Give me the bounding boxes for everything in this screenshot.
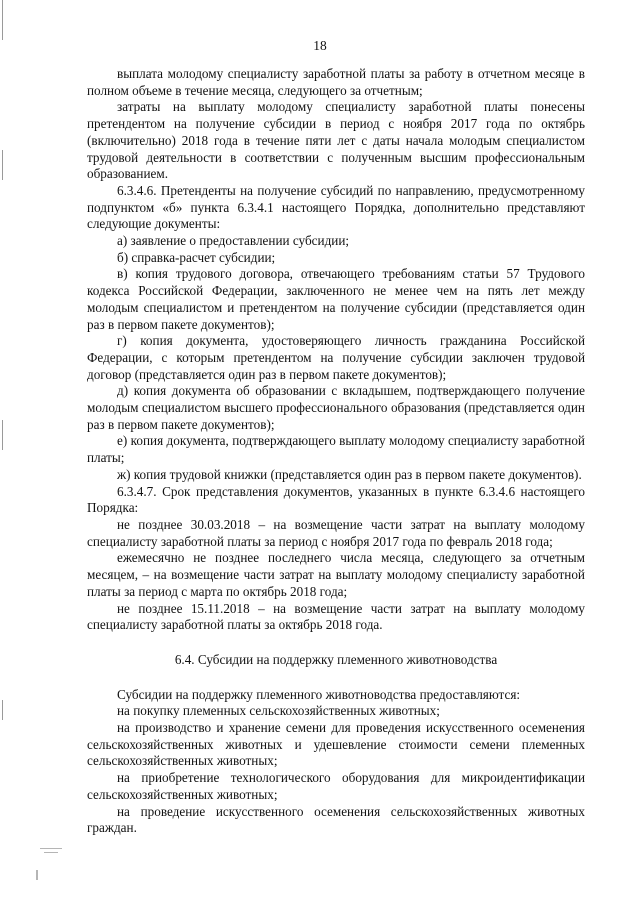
scan-edge-mark — [2, 420, 3, 450]
scan-smudge — [36, 870, 38, 880]
section-item-purchase: на покупку племенных сельскохозяйственных животных; — [117, 703, 440, 719]
section-item-equipment: на приобретение технологического оборудования для микроидентификации сельскохозяйственных животных; — [87, 770, 585, 802]
paragraph-6-3-4-7: 6.3.4.7. Срок представления документов, указанных в пункте 6.3.4.6 настоящего Порядка: — [87, 483, 585, 516]
deadline-monthly: ежемесячно не позднее последнего числа месяца, следующего за отчетным месяцем, – на возмещение части затрат на выплату молодому специалисту заработной платы за период с марта по октябрь 2018 года; — [87, 550, 585, 599]
paragraph-expenses: затраты на выплату молодому специалисту заработной платы понесены претендентом на получение субсидии в период с ноября 2017 года по октябрь (включительно) 2018 года в течение пяти лет с даты начала молодым специалистом трудовой деятельности в соответствии с полученным высшим профессиональным образованием. — [87, 99, 585, 182]
list-item-zh: ж) копия трудовой книжки (представляется один раз в первом пакете документов). — [117, 466, 582, 482]
list-item-a: а) заявление о предоставлении субсидии; — [117, 233, 350, 249]
page-number: 18 — [313, 38, 327, 53]
deadline-november: не позднее 15.11.2018 – на возмещение части затрат на выплату молодому специалисту заработной платы за октябрь 2018 года. — [87, 600, 585, 633]
deadline-march: не позднее 30.03.2018 – на возмещение части затрат на выплату молодому специалисту заработной платы за период с ноября 2017 года по февраль 2018 года; — [87, 516, 585, 549]
list-item-b: б) справка-расчет субсидии; — [117, 249, 276, 265]
section-item-semen: на производство и хранение семени для проведения искусственного осеменения сельскохозяйственных животных и удешевление стоимости семени племенных сельскохозяйственных животных; — [87, 720, 585, 769]
list-item-g: г) копия документа, удостоверяющего личность гражданина Российской Федерации, с которым претендентом на получение субсидии заключен трудовой договор (представляется один раз в первом пакете документов); — [87, 333, 585, 382]
paragraph-salary-payment: выплата молодому специалисту заработной платы за работу в отчетном месяце в полном объеме в течение месяца, следующего за отчетным; — [87, 66, 585, 98]
scan-edge-mark — [2, 150, 3, 180]
section-item-insemination: на проведение искусственного осеменения сельскохозяйственных животных граждан. — [87, 803, 585, 836]
document-body — [87, 66, 585, 837]
list-item-v: в) копия трудового договора, отвечающего требованиям статьи 57 Трудового кодекса Российской Федерации, заключенного не менее чем на пять лет между молодым специалистом и претендентом на получение субсидии (представляется один раз в первом пакете документов); — [87, 266, 585, 332]
paragraph-6-3-4-6: 6.3.4.6. Претенденты на получение субсидий по направлению, предусмотренному подпунктом «б» пункта 6.3.4.1 настоящего Порядка, дополнительно представляют следующие документы: — [87, 182, 585, 232]
scan-smudge — [44, 852, 58, 853]
scan-smudge — [40, 848, 62, 849]
list-item-e: е) копия документа, подтверждающего выплату молодому специалисту заработной платы; — [87, 433, 585, 466]
section-title: 6.4. Субсидии на поддержку племенного животноводства — [174, 651, 498, 667]
scan-edge-mark — [2, 700, 3, 720]
list-item-d: д) копия документа об образовании с вкладышем, подтверждающего получение молодым специалистом высшего профессионального образования (представляется один раз в первом пакете документов); — [87, 383, 585, 432]
scan-edge-mark — [2, 0, 3, 40]
section-intro: Субсидии на поддержку племенного животноводства предоставляются: — [117, 686, 521, 702]
